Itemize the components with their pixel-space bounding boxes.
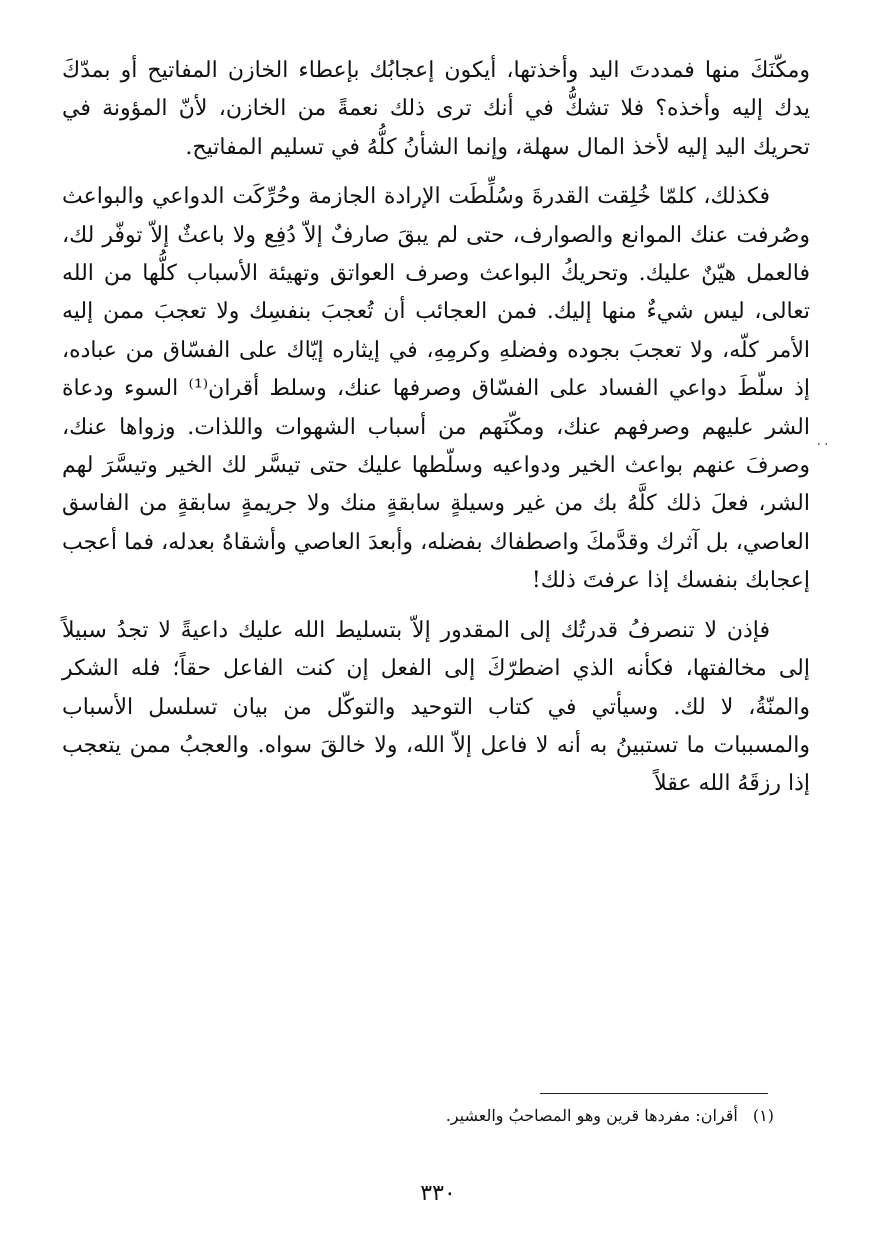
footnote-number: (١) bbox=[752, 1106, 774, 1125]
paragraph-2: فكذلك، كلمّا خُلِقت القدرةَ وسُلِّطَت الإرادة الجازمة وحُرِّكَت الدواعي والبواعث وصُرفت عنك الموانع والصوارف، حتى لم يبقَ صارفٌ إلاّ دُفِع ولا باعثٌ إلاّ توفّر لك، فالعمل هيّنٌ عليك. وتحريكُ البواعث وصرف العواتق وتهيئة الأسباب كلُّها من الله تعالى، ليس شيءٌ منها إليك. فمن العجائب أن تُعجبَ بنفسِك ولا تعجبَ ممن إليه الأمر كلّه، ولا تعجبَ بجوده وفضلهِ وكرمِهِ، في إيثاره إيّاك على الفسّاق من عباده، إذ سلّطَ دواعي الفساد على الفسّاق وصرفها عنك، وسلط أقران⁽¹⁾ السوء ودعاة الشر عليهم وصرفهم عنك، ومكّنَهم من أسباب الشهوات واللذات. وزواها عنك، وصرفَ عنهم بواعث الخير ودواعيه وسلّطها عليك حتى تيسَّر لك الخير وتيسَّرَ لهم الشر، فعلَ ذلك كلَّهُ بك من غير وسيلةٍ سابقةٍ منك ولا جريمةٍ سابقةٍ من الفاسق العاصي، بل آثرك وقدَّمكَ واصطفاك بفضله، وأبعدَ العاصي وأشقاهُ بعدله، فما أعجب إعجابك بنفسك إذا عرفتَ ذلك! bbox=[62, 184, 810, 594]
page-number: ٣٣٠ bbox=[420, 1181, 456, 1206]
footnote bbox=[174, 1104, 774, 1128]
footnote-divider bbox=[540, 1093, 768, 1094]
paragraph-3: فإذن لا تنصرفُ قدرتُك إلى المقدور إلاّ بتسليط الله عليك داعيةً لا تجدُ سبيلاً إلى مخالفتها، فكأنه الذي اضطرّكَ إلى الفعل إن كنت الفاعل حقاً؛ فله الشكر والمنّةُ، لا لك. وسيأتي في كتاب التوحيد والتوكّل من بيان تسلسل الأسباب والمسببات ما تستبينُ به أنه لا فاعل إلاّ الله، ولا خالقَ سواه. والعجبُ ممن يتعجب إذا رزقَهُ الله عقلاً bbox=[62, 617, 810, 797]
main-text bbox=[62, 52, 810, 804]
paragraph-1: ومكّنَكَ منها فمددتَ اليد وأخذتها، أيكون إعجابُك بإعطاء الخازن المفاتيح أو بمدّكَ يدك إليه وأخذه؟ فلا تشكُّ في أنك ترى ذلك نعمةً من الخازن، لأنّ المؤونة في تحريك اليد إليه لأخذ المال سهلة، وإنما الشأنُ كلُّهُ في تسليم المفاتيح. bbox=[62, 58, 810, 160]
margin-mark: ٠٠ bbox=[815, 436, 831, 452]
footnote-text: أقران: مفردها قرين وهو المصاحبُ والعشير. bbox=[445, 1106, 738, 1125]
